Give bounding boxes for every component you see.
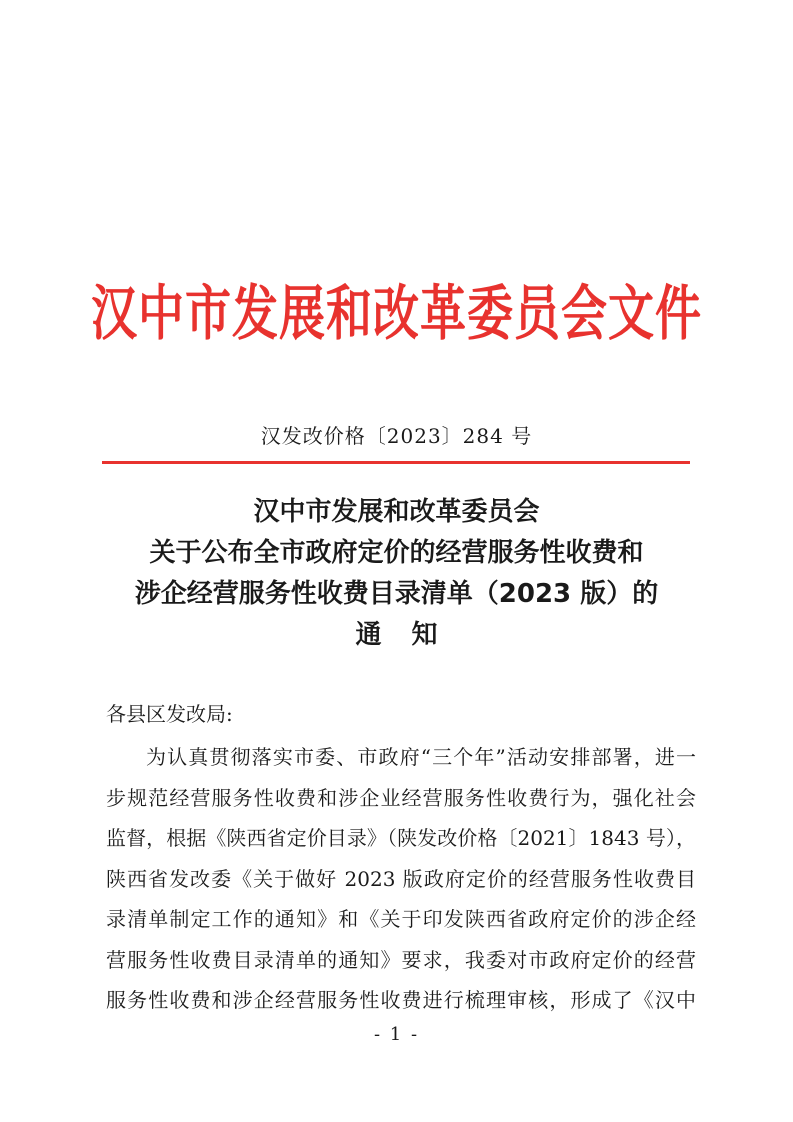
body-line: 为认真贯彻落实市委、市政府“三个年”活动安排部署，进一 [146, 745, 696, 769]
notice-title-line: 涉企经营服务性收费目录清单（2023 版）的 [134, 579, 659, 609]
red-divider-rule [102, 461, 690, 464]
body-line: 陕西省发改委《关于做好 2023 版政府定价的经营服务性收费目 [106, 866, 696, 891]
salutation: 各县区发改局: [106, 702, 233, 726]
notice-title-line: 通知 [355, 620, 468, 650]
page-number: - 1 - [373, 1024, 420, 1045]
notice-title [0, 492, 793, 656]
body-line: 录清单制定工作的通知》和《关于印发陕西省政府定价的涉企经 [106, 907, 696, 931]
body-line: 监督，根据《陕西省定价目录》（陕发改价格〔2021〕1843 号）， [106, 826, 696, 850]
notice-title-line: 关于公布全市政府定价的经营服务性收费和 [149, 538, 644, 568]
body-paragraph [106, 737, 696, 1021]
body-line: 营服务性收费目录清单的通知》要求，我委对市政府定价的经营 [106, 947, 696, 972]
issuer-header-title: 汉中市发展和改革委员会文件 [91, 277, 702, 349]
notice-title-line: 汉中市发展和改革委员会 [253, 497, 540, 527]
document-number: 汉发改价格〔2023〕284 号 [260, 424, 533, 448]
body-line: 服务性收费和涉企经营服务性收费进行梳理审核，形成了《汉中 [106, 988, 696, 1012]
body-line: 步规范经营服务性收费和涉企业经营服务性收费行为，强化社会 [106, 785, 696, 810]
